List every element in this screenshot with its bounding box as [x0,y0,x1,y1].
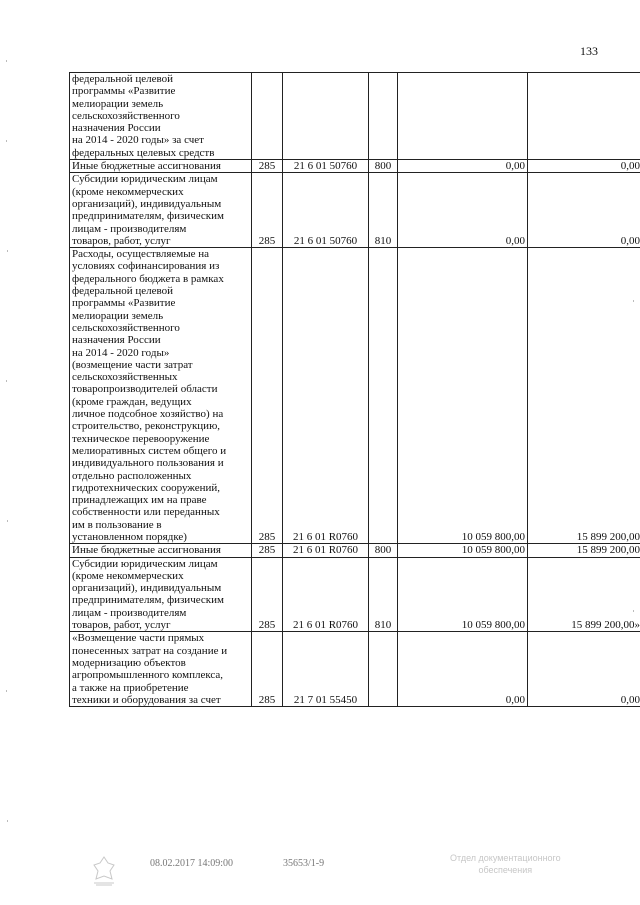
row-article-code [283,73,369,160]
row-article-code: 21 6 01 50760 [283,160,369,173]
row-expense-type: 810 [369,173,398,248]
row-article-code: 21 6 01 R0760 [283,557,369,632]
row-department-code: 285 [252,632,283,707]
row-amount-second: 0,00 [528,160,640,173]
row-amount-second: 15 899 200,00» [528,557,640,632]
row-description: «Возмещение части прямых понесенных затрат на создание и модернизацию объектов агропромышленного комплекса, а также на приобретение техники и оборудования за счет [70,632,252,707]
row-expense-type: 800 [369,160,398,173]
table-row [70,73,640,160]
row-department-code: 285 [252,173,283,248]
row-article-code: 21 6 01 50760 [283,173,369,248]
row-department-code: 285 [252,544,283,557]
row-amount-first: 0,00 [398,632,528,707]
row-expense-type: 800 [369,544,398,557]
department-stamp-text: Отдел документационного обеспечения [450,853,561,875]
page-number: 133 [580,44,598,58]
row-article-code: 21 6 01 R0760 [283,248,369,544]
row-expense-type: 810 [369,557,398,632]
row-amount-first: 0,00 [398,160,528,173]
row-department-code: 285 [252,160,283,173]
row-amount-second: 0,00 [528,632,640,707]
table-row [70,160,640,173]
row-description: Субсидии юридическим лицам (кроме некоммерческих организаций), индивидуальным предпринимателям, физическим лицам - производителям товаров, работ, услуг [70,173,252,248]
row-description: Иные бюджетные ассигнования [70,544,252,557]
table-row [70,557,640,632]
row-expense-type [369,632,398,707]
budget-table-body [70,73,640,707]
table-row [70,544,640,557]
row-amount-second: 15 899 200,00 [528,248,640,544]
row-amount-second [528,73,640,160]
row-article-code: 21 6 01 R0760 [283,544,369,557]
row-amount-first: 10 059 800,00 [398,544,528,557]
row-department-code: 285 [252,248,283,544]
row-description: Расходы, осуществляемые на условиях софинансирования из федерального бюджета в рамках федеральной целевой программы «Развитие мелиорации земель сельскохозяйственного назначения России на 2014 - 2020 годы» (возмещение части затрат сельскохозяйственных товаропроизводителей области (кроме граждан, ведущих личное подсобное хозяйство) на строительство, реконструкцию, техническое перевооружение мелиоративных систем общего и индивидуального пользования и отдельно расположенных гидротехнических сооружений, принадлежащих им на праве собственности или переданных им в пользование в установленном порядке) [70,248,252,544]
row-amount-first: 0,00 [398,173,528,248]
row-expense-type [369,248,398,544]
row-department-code: 285 [252,557,283,632]
row-description: Иные бюджетные ассигнования [70,160,252,173]
row-article-code: 21 7 01 55450 [283,632,369,707]
row-description: Субсидии юридическим лицам (кроме некоммерческих организаций), индивидуальным предпринимателям, физическим лицам - производителям товаров, работ, услуг [70,557,252,632]
row-department-code [252,73,283,160]
row-expense-type [369,73,398,160]
table-row [70,632,640,707]
table-row [70,248,640,544]
emblem-seal [90,855,118,887]
stamp-date: 08.02.2017 14:09:00 [150,858,234,869]
row-amount-second: 0,00 [528,173,640,248]
row-description: федеральной целевой программы «Развитие мелиорации земель сельскохозяйственного назначения России на 2014 - 2020 годы» за счет федеральных целевых средств [70,73,252,160]
document-id: 35653/1-9 [283,858,325,869]
table-row [70,173,640,248]
budget-table [69,72,640,707]
row-amount-second: 15 899 200,00 [528,544,640,557]
row-amount-first: 10 059 800,00 [398,248,528,544]
row-amount-first: 10 059 800,00 [398,557,528,632]
row-amount-first [398,73,528,160]
